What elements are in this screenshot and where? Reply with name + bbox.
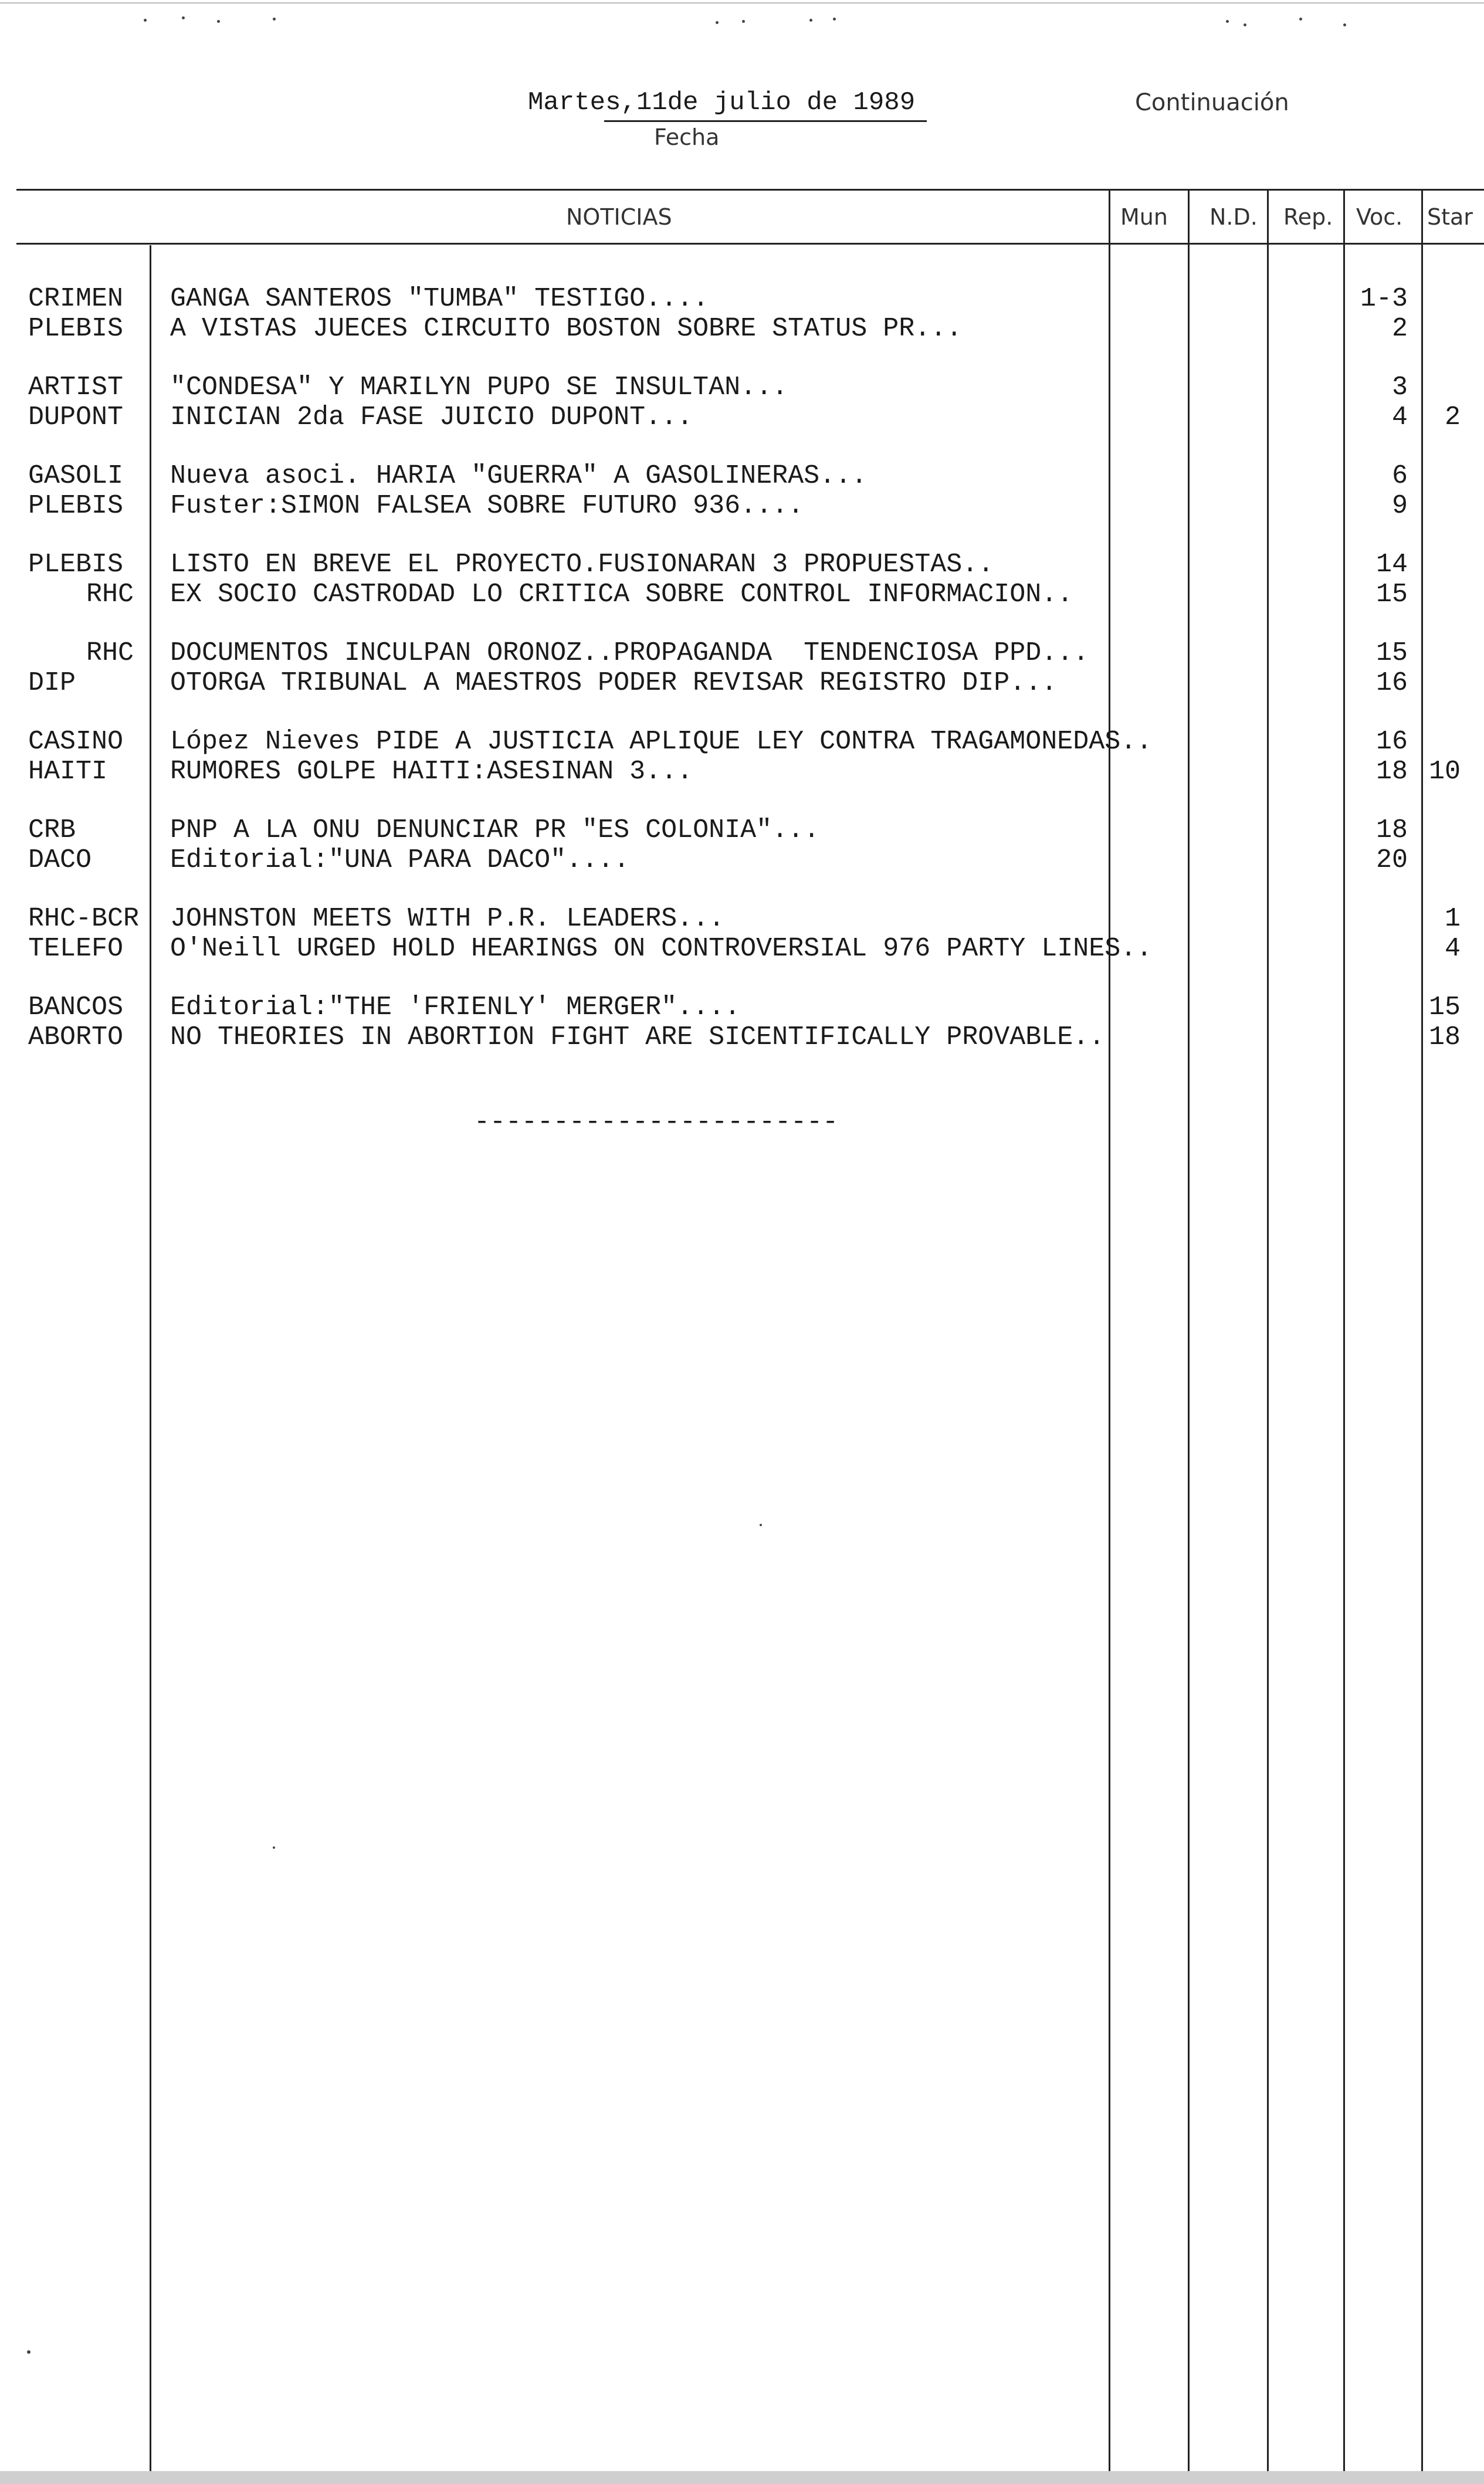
row-star-page: 1 [1444,904,1461,934]
row-section: PLEBIS [28,491,124,521]
row-section: RHC [86,580,134,609]
row-section: DACO [28,845,92,875]
row-section: ABORTO [28,1022,124,1052]
row-voc-page: 18 [1375,757,1408,787]
row-section: GASOLI [28,461,124,491]
column-header-rep: Rep. [1283,204,1333,230]
scan-speck [1226,20,1229,23]
row-headline: López Nieves PIDE A JUSTICIA APLIQUE LEY CONTRA TRAGAMONEDAS.. [170,727,1153,757]
row-section: TELEFO [28,934,124,964]
row-headline: O'Neill URGED HOLD HEARINGS ON CONTROVERSIAL 976 PARTY LINES.. [170,934,1153,964]
date-heading: Martes,11de julio de 1989 [528,88,916,117]
row-voc-page: 6 [1391,461,1408,491]
scan-speck [1299,18,1302,21]
row-section: PLEBIS [28,550,124,580]
column-rule-section [150,245,151,2483]
scan-speck [273,18,276,21]
row-voc-page: 4 [1391,402,1408,432]
row-headline: RUMORES GOLPE HAITI:ASESINAN 3... [170,757,693,787]
column-header-noticias: NOTICIAS [566,204,672,230]
scan-speck [809,19,812,22]
column-rule-nd [1188,189,1190,2483]
row-section: CRIMEN [28,284,124,314]
scan-speck [182,16,185,19]
continuation-label: Continuación [1135,89,1289,116]
row-star-page: 18 [1428,1022,1461,1052]
row-section: DIP [28,668,76,698]
row-headline: NO THEORIES IN ABORTION FIGHT ARE SICENTIFICALLY PROVABLE.. [170,1022,1105,1052]
row-headline: EX SOCIO CASTRODAD LO CRITICA SOBRE CONTROL INFORMACION.. [170,580,1073,609]
row-section: DUPONT [28,402,124,432]
scan-speck [144,19,147,22]
top-edge-line [0,2,1484,4]
row-voc-page: 9 [1391,491,1408,521]
row-headline: A VISTAS JUECES CIRCUITO BOSTON SOBRE STATUS PR... [170,314,963,344]
row-headline: JOHNSTON MEETS WITH P.R. LEADERS... [170,904,725,934]
row-section: BANCOS [28,992,124,1022]
scan-speck [716,21,719,24]
row-voc-page: 16 [1375,668,1408,698]
row-headline: Fuster:SIMON FALSEA SOBRE FUTURO 936.... [170,491,804,521]
row-voc-page: 20 [1375,845,1408,875]
row-voc-page: 15 [1375,638,1408,668]
column-rule-voc [1343,189,1345,2483]
row-headline: PNP A LA ONU DENUNCIAR PR "ES COLONIA"... [170,815,820,845]
table-top-rule [16,189,1484,191]
row-voc-page: 18 [1375,815,1408,845]
scan-speck [217,20,220,23]
date-caption: Fecha [654,124,720,150]
column-rule-rep [1267,189,1269,2483]
scan-speck [760,1524,762,1526]
row-headline: Editorial:"UNA PARA DACO".... [170,845,630,875]
row-section: CASINO [28,727,124,757]
row-headline: INICIAN 2da FASE JUICIO DUPONT... [170,402,693,432]
scan-speck [1244,23,1246,26]
row-voc-page: 14 [1375,550,1408,580]
column-header-nd: N.D. [1209,204,1258,230]
row-headline: LISTO EN BREVE EL PROYECTO.FUSIONARAN 3 PROPUESTAS.. [170,550,994,580]
row-headline: "CONDESA" Y MARILYN PUPO SE INSULTAN... [170,372,788,402]
row-section: HAITI [28,757,108,787]
row-section: RHC [86,638,134,668]
column-header-mun: Mun [1120,204,1168,230]
row-headline: GANGA SANTEROS "TUMBA" TESTIGO.... [170,284,709,314]
row-headline: OTORGA TRIBUNAL A MAESTROS PODER REVISAR REGISTRO DIP... [170,668,1058,698]
row-voc-page: 16 [1375,727,1408,757]
row-section: RHC-BCR [28,904,140,934]
column-rule-star [1421,189,1423,2483]
row-star-page: 10 [1428,757,1461,787]
column-rule-mun [1109,189,1110,2483]
row-section: CRB [28,815,76,845]
scan-bottom-edge [0,2471,1484,2484]
row-star-page: 2 [1444,402,1461,432]
scan-speck [27,2350,31,2354]
column-header-star: Star [1427,204,1473,230]
row-headline: Editorial:"THE 'FRIENLY' MERGER".... [170,992,741,1022]
scan-speck [1343,23,1346,26]
row-voc-page: 2 [1391,314,1408,344]
scan-speck [833,18,836,21]
row-section: PLEBIS [28,314,124,344]
row-headline: Nueva asoci. HARIA "GUERRA" A GASOLINERAS... [170,461,868,491]
table-header-bottom-rule [16,243,1484,245]
scan-speck [273,1846,275,1849]
column-header-voc: Voc. [1356,204,1403,230]
row-section: ARTIST [28,372,124,402]
row-voc-page: 3 [1391,372,1408,402]
row-voc-page: 1-3 [1360,284,1408,314]
end-of-list-rule: ----------------------- [474,1107,839,1137]
row-headline: DOCUMENTOS INCULPAN ORONOZ..PROPAGANDA TENDENCIOSA PPD... [170,638,1089,668]
scan-speck [742,20,745,23]
row-star-page: 15 [1428,992,1461,1022]
row-voc-page: 15 [1375,580,1408,609]
row-star-page: 4 [1444,934,1461,964]
date-underline [604,120,927,122]
